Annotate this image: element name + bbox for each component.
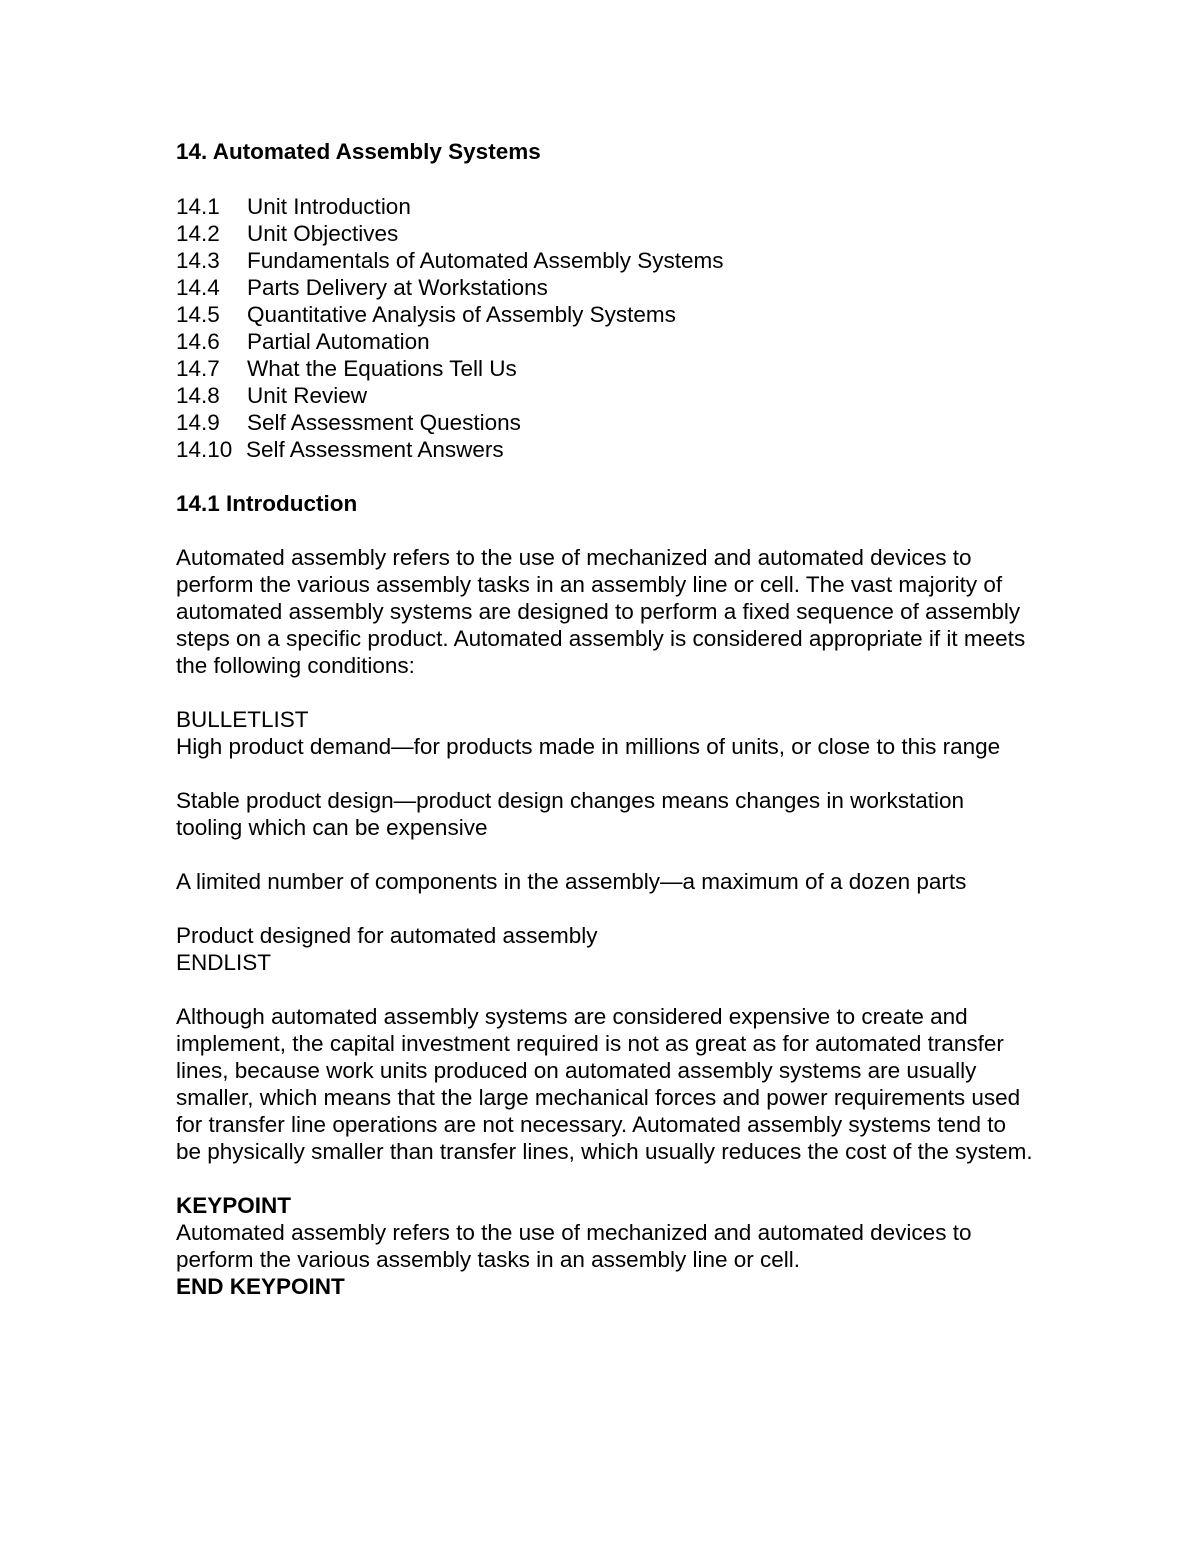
- toc-item: [176, 220, 1036, 247]
- toc-label: Unit Objectives: [247, 221, 399, 246]
- endlist-marker: ENDLIST: [176, 950, 272, 975]
- toc-item: [176, 328, 1036, 355]
- toc-number: 14.4: [176, 275, 220, 300]
- toc-number: 14.1: [176, 194, 220, 219]
- toc-item: [176, 274, 1036, 301]
- document-page: [176, 138, 1036, 1300]
- toc-label: Self Assessment Questions: [247, 410, 521, 435]
- toc-label: Parts Delivery at Workstations: [247, 275, 548, 300]
- list-item: High product demand—for products made in millions of units, or close to this range: [176, 734, 1001, 759]
- toc-number: 14.6: [176, 329, 220, 354]
- toc-label: Partial Automation: [247, 329, 430, 354]
- list-item: Product designed for automated assembly: [176, 923, 598, 948]
- chapter-title: 14. Automated Assembly Systems: [176, 139, 541, 164]
- table-of-contents: [176, 193, 1036, 463]
- toc-label: Unit Introduction: [247, 194, 411, 219]
- toc-item: [176, 355, 1036, 382]
- toc-item: [176, 301, 1036, 328]
- toc-number: 14.3: [176, 248, 220, 273]
- toc-label: What the Equations Tell Us: [247, 356, 517, 381]
- toc-label: Fundamentals of Automated Assembly Systems: [247, 248, 724, 273]
- toc-number: 14.7: [176, 356, 220, 381]
- toc-label: Unit Review: [247, 383, 368, 408]
- keypoint-label: KEYPOINT: [176, 1193, 292, 1218]
- toc-number: 14.8: [176, 383, 220, 408]
- intro-paragraph: Automated assembly refers to the use of mechanized and automated devices to perform the various assembly tasks in an assembly line or cell. The vast majority of automated assembly systems are designed to perform a fixed sequence of assembly steps on a specific product. Automated assembly is considered appropriate if it meets the following conditions:: [176, 545, 1026, 678]
- keypoint-end-label: END KEYPOINT: [176, 1274, 345, 1299]
- list-item: A limited number of components in the assembly—a maximum of a dozen parts: [176, 869, 967, 894]
- keypoint-text: Automated assembly refers to the use of mechanized and automated devices to perform the various assembly tasks in an assembly line or cell.: [176, 1220, 972, 1272]
- bulletlist-marker: BULLETLIST: [176, 707, 309, 732]
- cost-paragraph: Although automated assembly systems are considered expensive to create and implement, the capital investment required is not as great as for automated transfer lines, because work units produced on automated assembly systems are usually smaller, which means that the large mechanical forces and power requirements used for transfer line operations are not necessary. Automated assembly systems tend to be physically smaller than transfer lines, which usually reduces the cost of the system.: [176, 1004, 1033, 1164]
- toc-number: 14.5: [176, 302, 220, 327]
- toc-item: [176, 382, 1036, 409]
- toc-label: Quantitative Analysis of Assembly Systems: [247, 302, 676, 327]
- toc-item: [176, 193, 1036, 220]
- toc-item: [176, 409, 1036, 436]
- list-item: Stable product design—product design changes means changes in workstation tooling which can be expensive: [176, 788, 964, 840]
- section-title: 14.1 Introduction: [176, 491, 358, 516]
- toc-label: Self Assessment Answers: [246, 437, 504, 462]
- toc-number: 14.2: [176, 221, 220, 246]
- toc-item: [176, 436, 1036, 463]
- toc-number: 14.9: [176, 410, 220, 435]
- toc-item: [176, 247, 1036, 274]
- toc-number: 14.10: [176, 437, 233, 462]
